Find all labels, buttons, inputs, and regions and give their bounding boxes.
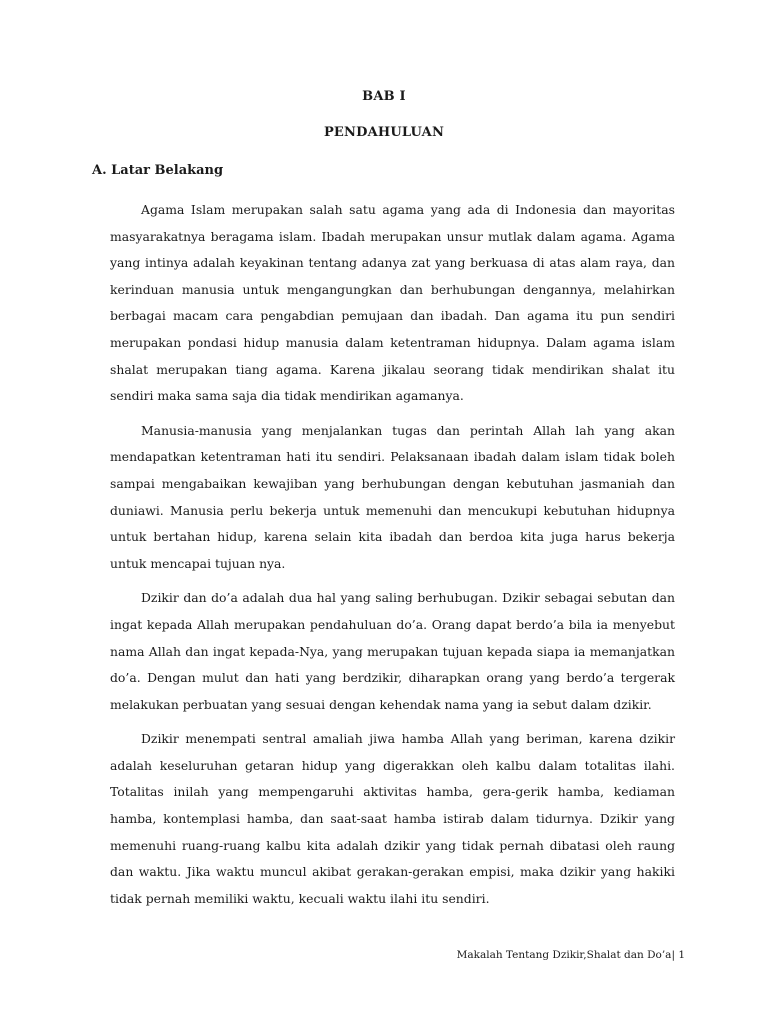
chapter-number: BAB I xyxy=(362,89,406,104)
paragraph-4: Dzikir menempati sentral amaliah jiwa hamba Allah yang beriman, karena dzikir adalah keseluruhan getaran hidup yang digerakkan oleh kalbu dalam totalitas ilahi. Totalitas inilah yang mempengaruhi aktivitas hamba, gera-gerik hamba, kediaman hamba, kontemplasi hamba, dan saat-saat hamba istirab dalam tidurnya. Dzikir yang memenuhi ruang-ruang kalbu kita adalah dzikir yang tidak pernah dibatasi oleh raung dan waktu. Jika waktu muncul akibat gerakan-gerakan empisi, maka dzikir yang hakiki tidak pernah memiliki waktu, kecuali waktu ilahi itu sendiri. xyxy=(110,731,675,906)
paragraph-3: Dzikir dan do’a adalah dua hal yang saling berhubugan. Dzikir sebagai sebutan dan ingat kepada Allah merupakan pendahuluan do’a. Orang dapat berdo’a bila ia menyebut nama Allah dan ingat kepada-Nya, yang merupakan tujuan kepada siapa ia memanjatkan do’a. Dengan mulut dan hati yang berdzikir, diharapkan orang yang berdo’a tergerak melakukan perbuatan yang sesuai dengan kehendak nama yang ia sebut dalam dzikir. xyxy=(110,590,675,712)
paragraph-1: Agama Islam merupakan salah satu agama yang ada di Indonesia dan mayoritas masyarakatnya beragama islam. Ibadah merupakan unsur mutlak dalam agama. Agama yang intinya adalah keyakinan tentang adanya zat yang berkuasa di atas alam raya, dan kerinduan manusia untuk mengangungkan dan berhubungan dengannya, melahirkan berbagai macam cara pengabdian pemujaan dan ibadah. Dan agama itu pun sendiri merupakan pondasi hidup manusia dalam ketentraman hidupnya. Dalam agama islam shalat merupakan tiang agama. Karena jikalau seorang tidak mendirikan shalat itu sendiri maka sama saja dia tidak mendirikan agamanya. xyxy=(110,202,675,404)
section-heading: A. Latar Belakang xyxy=(92,163,224,178)
page-footer: Makalah Tentang Dzikir,Shalat dan Do’a| 1 xyxy=(456,949,685,961)
body-text xyxy=(110,197,675,920)
paragraph-2: Manusia-manusia yang menjalankan tugas dan perintah Allah lah yang akan mendapatkan ketentraman hati itu sendiri. Pelaksanaan ibadah dalam islam tidak boleh sampai mengabaikan kewajiban yang berhubungan dengan kebutuhan jasmaniah dan duniawi. Manusia perlu bekerja untuk memenuhi dan mencukupi kebutuhan hidupnya untuk bertahan hidup, karena selain kita ibadah dan berdoa kita juga harus bekerja untuk mencapai tujuan nya. xyxy=(110,422,675,571)
chapter-title: PENDAHULUAN xyxy=(323,125,445,140)
